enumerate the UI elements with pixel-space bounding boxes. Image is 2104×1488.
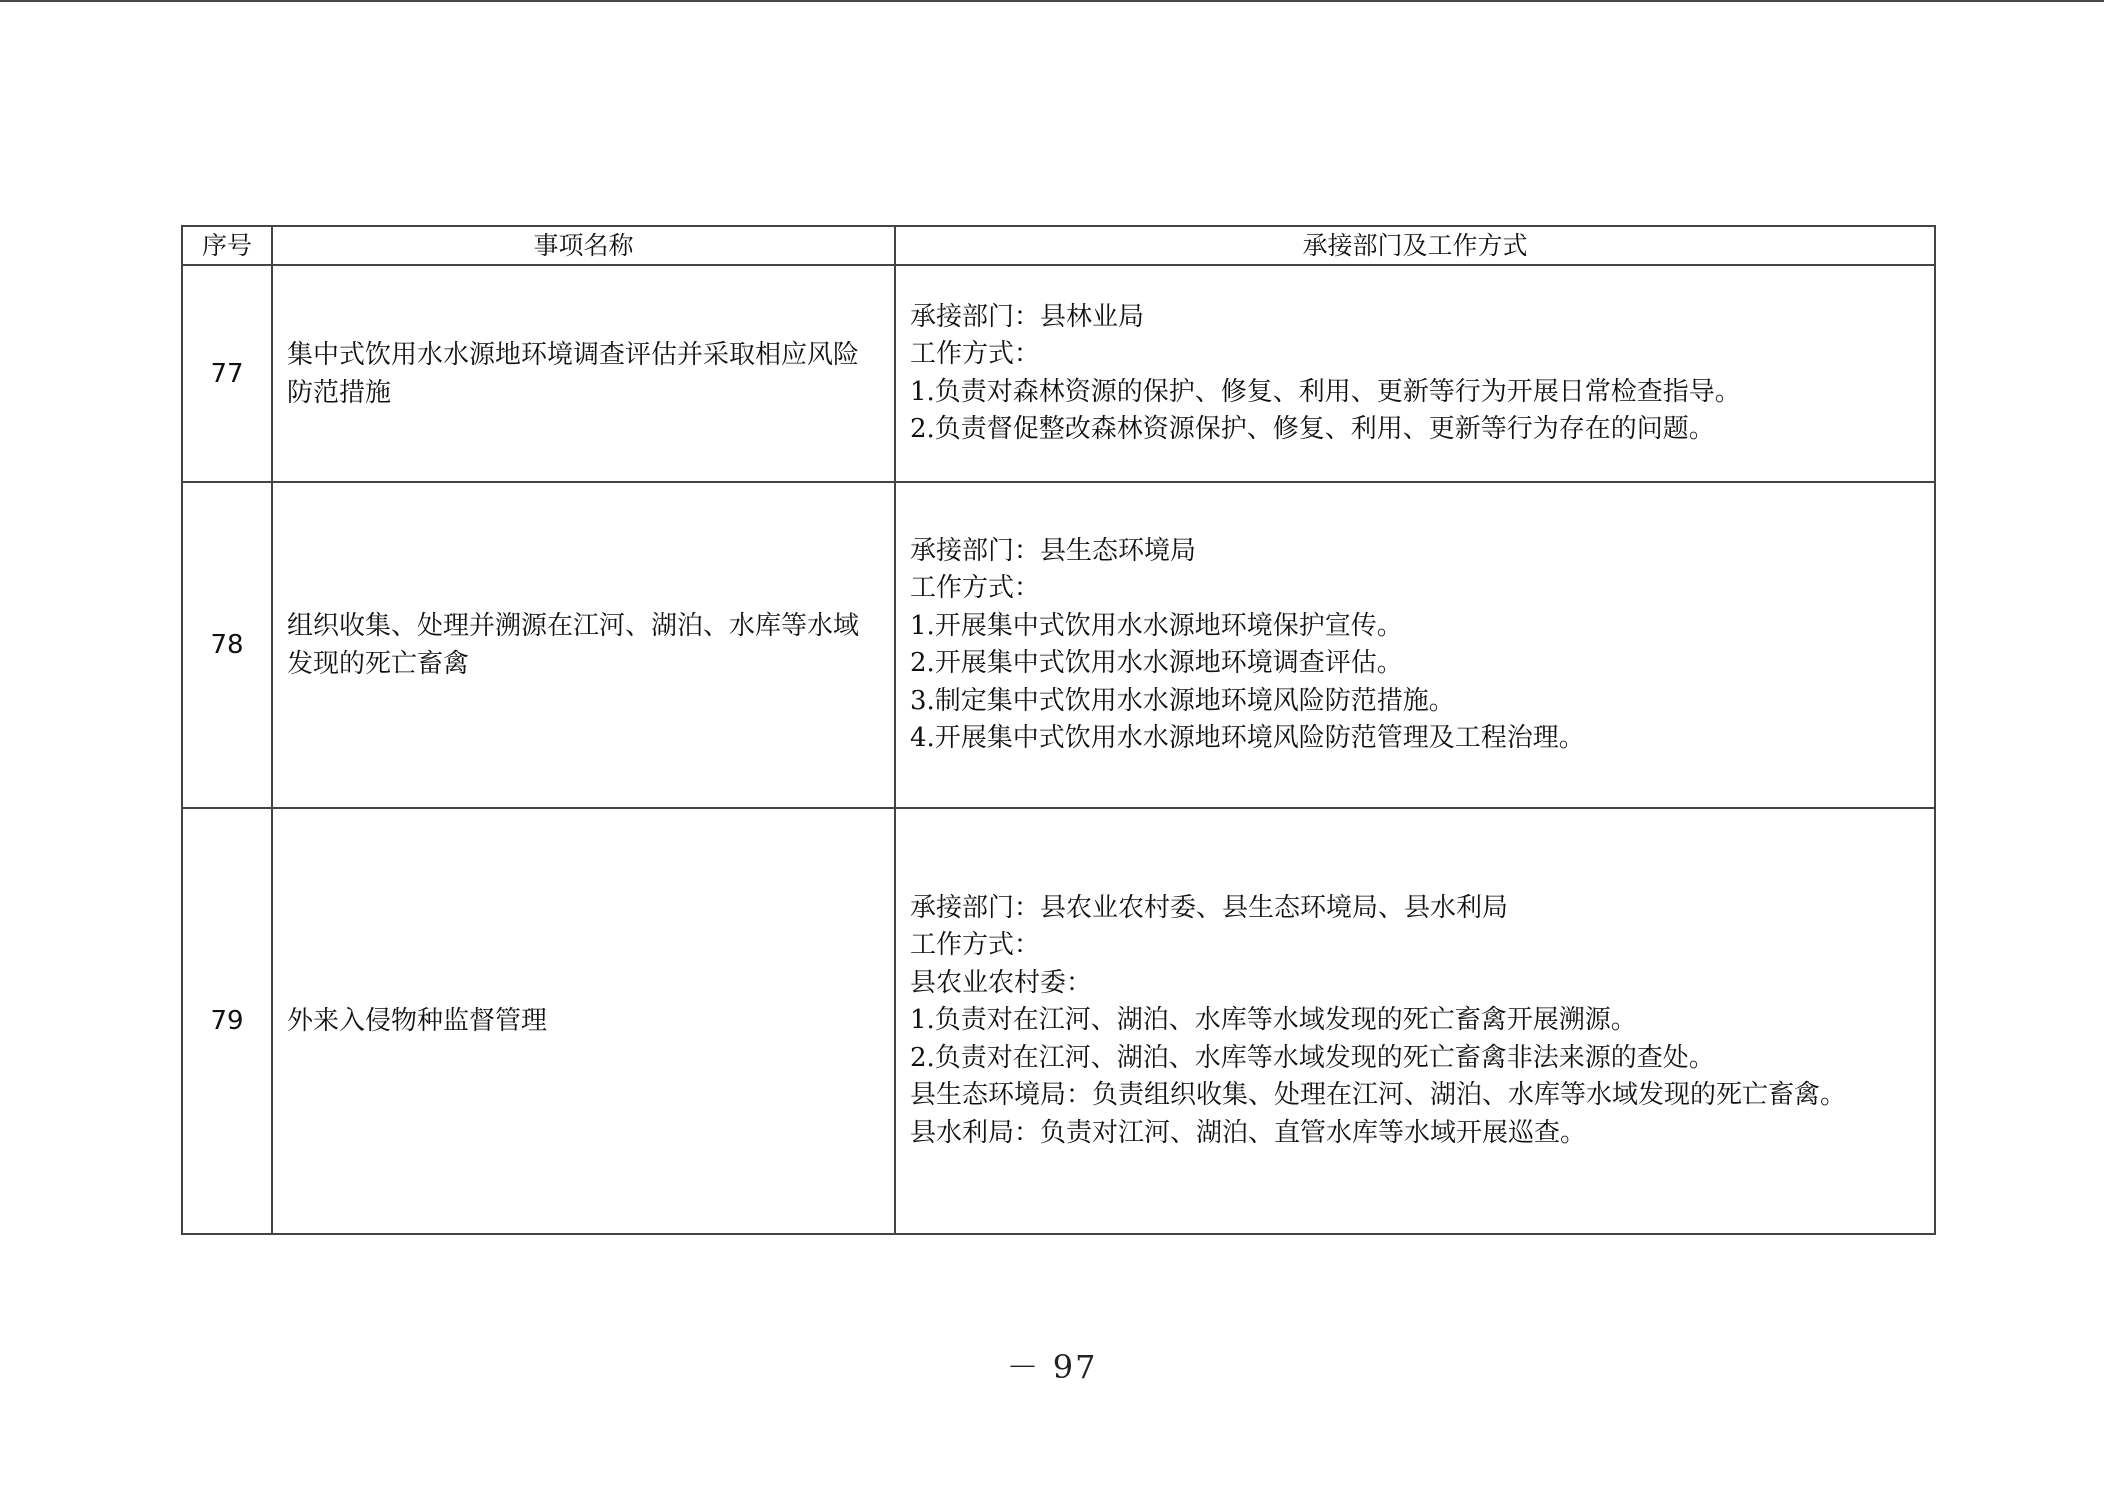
department-method: [895, 482, 1935, 808]
dept-line: 县生态环境局：负责组织收集、处理在江河、湖泊、水库等水域发现的死亡畜禽。: [910, 1080, 1847, 1111]
matter-name: 组织收集、处理并溯源在江河、湖泊、水库等水域发现的死亡畜禽: [272, 482, 895, 808]
header-matter-name: 事项名称: [272, 226, 895, 265]
dept-line: 承接部门：县生态环境局: [910, 535, 1197, 566]
row-number: 78: [182, 482, 272, 808]
dept-line: 3.制定集中式饮用水水源地环境风险防范措施。: [910, 685, 1455, 716]
dept-line: 工作方式：: [910, 339, 1041, 369]
header-serial-number: 序号: [182, 226, 272, 265]
dept-line: 县水利局：负责对江河、湖泊、直管水库等水域开展巡查。: [910, 1117, 1587, 1148]
header-department-method: 承接部门及工作方式: [895, 226, 1935, 265]
top-border-line: [0, 0, 2104, 2]
matter-name: 集中式饮用水水源地环境调查评估并采取相应风险防范措施: [272, 265, 895, 482]
dept-line: 1.开展集中式饮用水水源地环境保护宣传。: [910, 610, 1403, 641]
dept-line: 2.开展集中式饮用水水源地环境调查评估。: [910, 648, 1403, 678]
matter-name: 外来入侵物种监督管理: [272, 808, 895, 1234]
dept-line: 县农业农村委：: [910, 967, 1093, 998]
dept-line: 工作方式：: [910, 930, 1041, 961]
row-number: 77: [182, 265, 272, 482]
matters-table: [181, 225, 1936, 1235]
dept-line: 2.负责对在江河、湖泊、水库等水域发现的死亡畜禽非法来源的查处。: [910, 1042, 1715, 1073]
dept-line: 1.负责对森林资源的保护、修复、利用、更新等行为开展日常检查指导。: [910, 376, 1741, 407]
dept-line: 2.负责督促整改森林资源保护、修复、利用、更新等行为存在的问题。: [910, 414, 1715, 444]
table-row: [182, 808, 1935, 1234]
dept-line: 4.开展集中式饮用水水源地环境风险防范管理及工程治理。: [910, 723, 1585, 753]
row-number: 79: [182, 808, 272, 1234]
dept-line: 承接部门：县农业农村委、县生态环境局、县水利局: [910, 892, 1509, 923]
dept-line: 1.负责对在江河、湖泊、水库等水域发现的死亡畜禽开展溯源。: [910, 1005, 1637, 1036]
page-number: － 97: [1006, 1348, 1098, 1386]
table-header-row: [182, 226, 1935, 265]
table-row: [182, 482, 1935, 808]
table-row: [182, 265, 1935, 482]
department-method: [895, 265, 1935, 482]
dept-line: 承接部门：县林业局: [910, 301, 1145, 332]
department-method: [895, 808, 1935, 1234]
dept-line: 工作方式：: [910, 573, 1041, 603]
